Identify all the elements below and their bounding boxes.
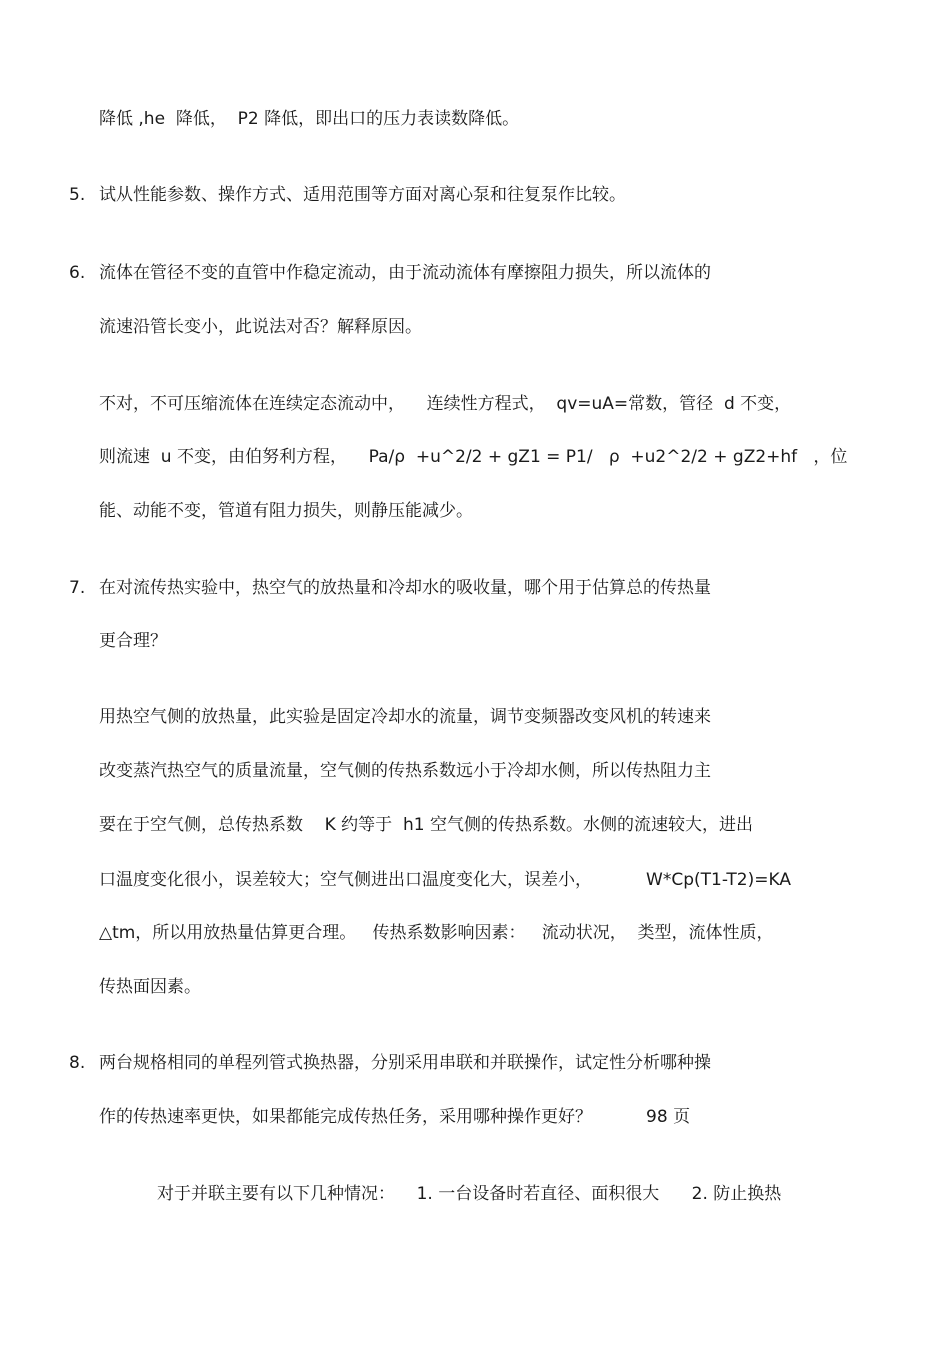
question-6-text-line-2: 流速沿管长变小，此说法对否？解释原因。: [99, 317, 422, 337]
answer-7-line-5: △tm，所以用放热量估算更合理。 传热系数影响因素： 流动状况， 类型，流体性质，: [99, 923, 774, 943]
answer-7-line-4: 口温度变化很小，误差较大；空气侧进出口温度变化大，误差小， W*Cp(T1-T2)=KA: [99, 870, 791, 890]
question-number-8: 8.: [69, 1053, 86, 1073]
answer-7-line-1: 用热空气侧的放热量，此实验是固定冷却水的流量，调节变频器改变风机的转速来: [99, 707, 711, 727]
answer-6-line-2: 则流速 u 不变，由伯努利方程， Pa/ρ +u^2/2 + gZ1 = P1/ ρ +u2^2/2 + gZ2+hf ，位: [99, 447, 848, 467]
question-5-text: 试从性能参数、操作方式、适用范围等方面对离心泵和往复泵作比较。: [99, 185, 626, 205]
question-number-7: 7.: [69, 578, 86, 598]
question-8-text-line-1: 两台规格相同的单程列管式换热器，分别采用串联和并联操作，试定性分析哪种操: [99, 1053, 711, 1073]
answer-7-line-3: 要在于空气侧，总传热系数 K 约等于 h1 空气侧的传热系数。水侧的流速较大，进出: [99, 815, 753, 835]
answer-6-line-3: 能、动能不变，管道有阻力损失，则静压能减少。: [99, 501, 473, 521]
answer-8-line-1: 对于并联主要有以下几种情况： 1. 一台设备时若直径、面积很大 2. 防止换热: [157, 1184, 782, 1204]
question-7-text-line-2: 更合理？: [99, 631, 167, 651]
answer-7-line-2: 改变蒸汽热空气的质量流量，空气侧的传热系数远小于冷却水侧，所以传热阻力主: [99, 761, 711, 781]
question-8-text-line-2: 作的传热速率更快，如果都能完成传热任务，采用哪种操作更好？ 98 页: [99, 1107, 691, 1127]
answer-6-line-1: 不对，不可压缩流体在连续定态流动中， 连续性方程式， qv=uA=常数，管径 d 不变，: [99, 394, 792, 414]
question-6-text-line-1: 流体在管径不变的直管中作稳定流动，由于流动流体有摩擦阻力损失，所以流体的: [99, 263, 711, 283]
question-7-text-line-1: 在对流传热实验中，热空气的放热量和冷却水的吸收量，哪个用于估算总的传热量: [99, 578, 711, 598]
question-number-6: 6.: [69, 263, 86, 283]
answer-7-line-6: 传热面因素。: [99, 977, 201, 997]
question-number-5: 5.: [69, 185, 86, 205]
text-line-1: 降低 ,he 降低， P2 降低，即出口的压力表读数降低。: [99, 109, 520, 129]
